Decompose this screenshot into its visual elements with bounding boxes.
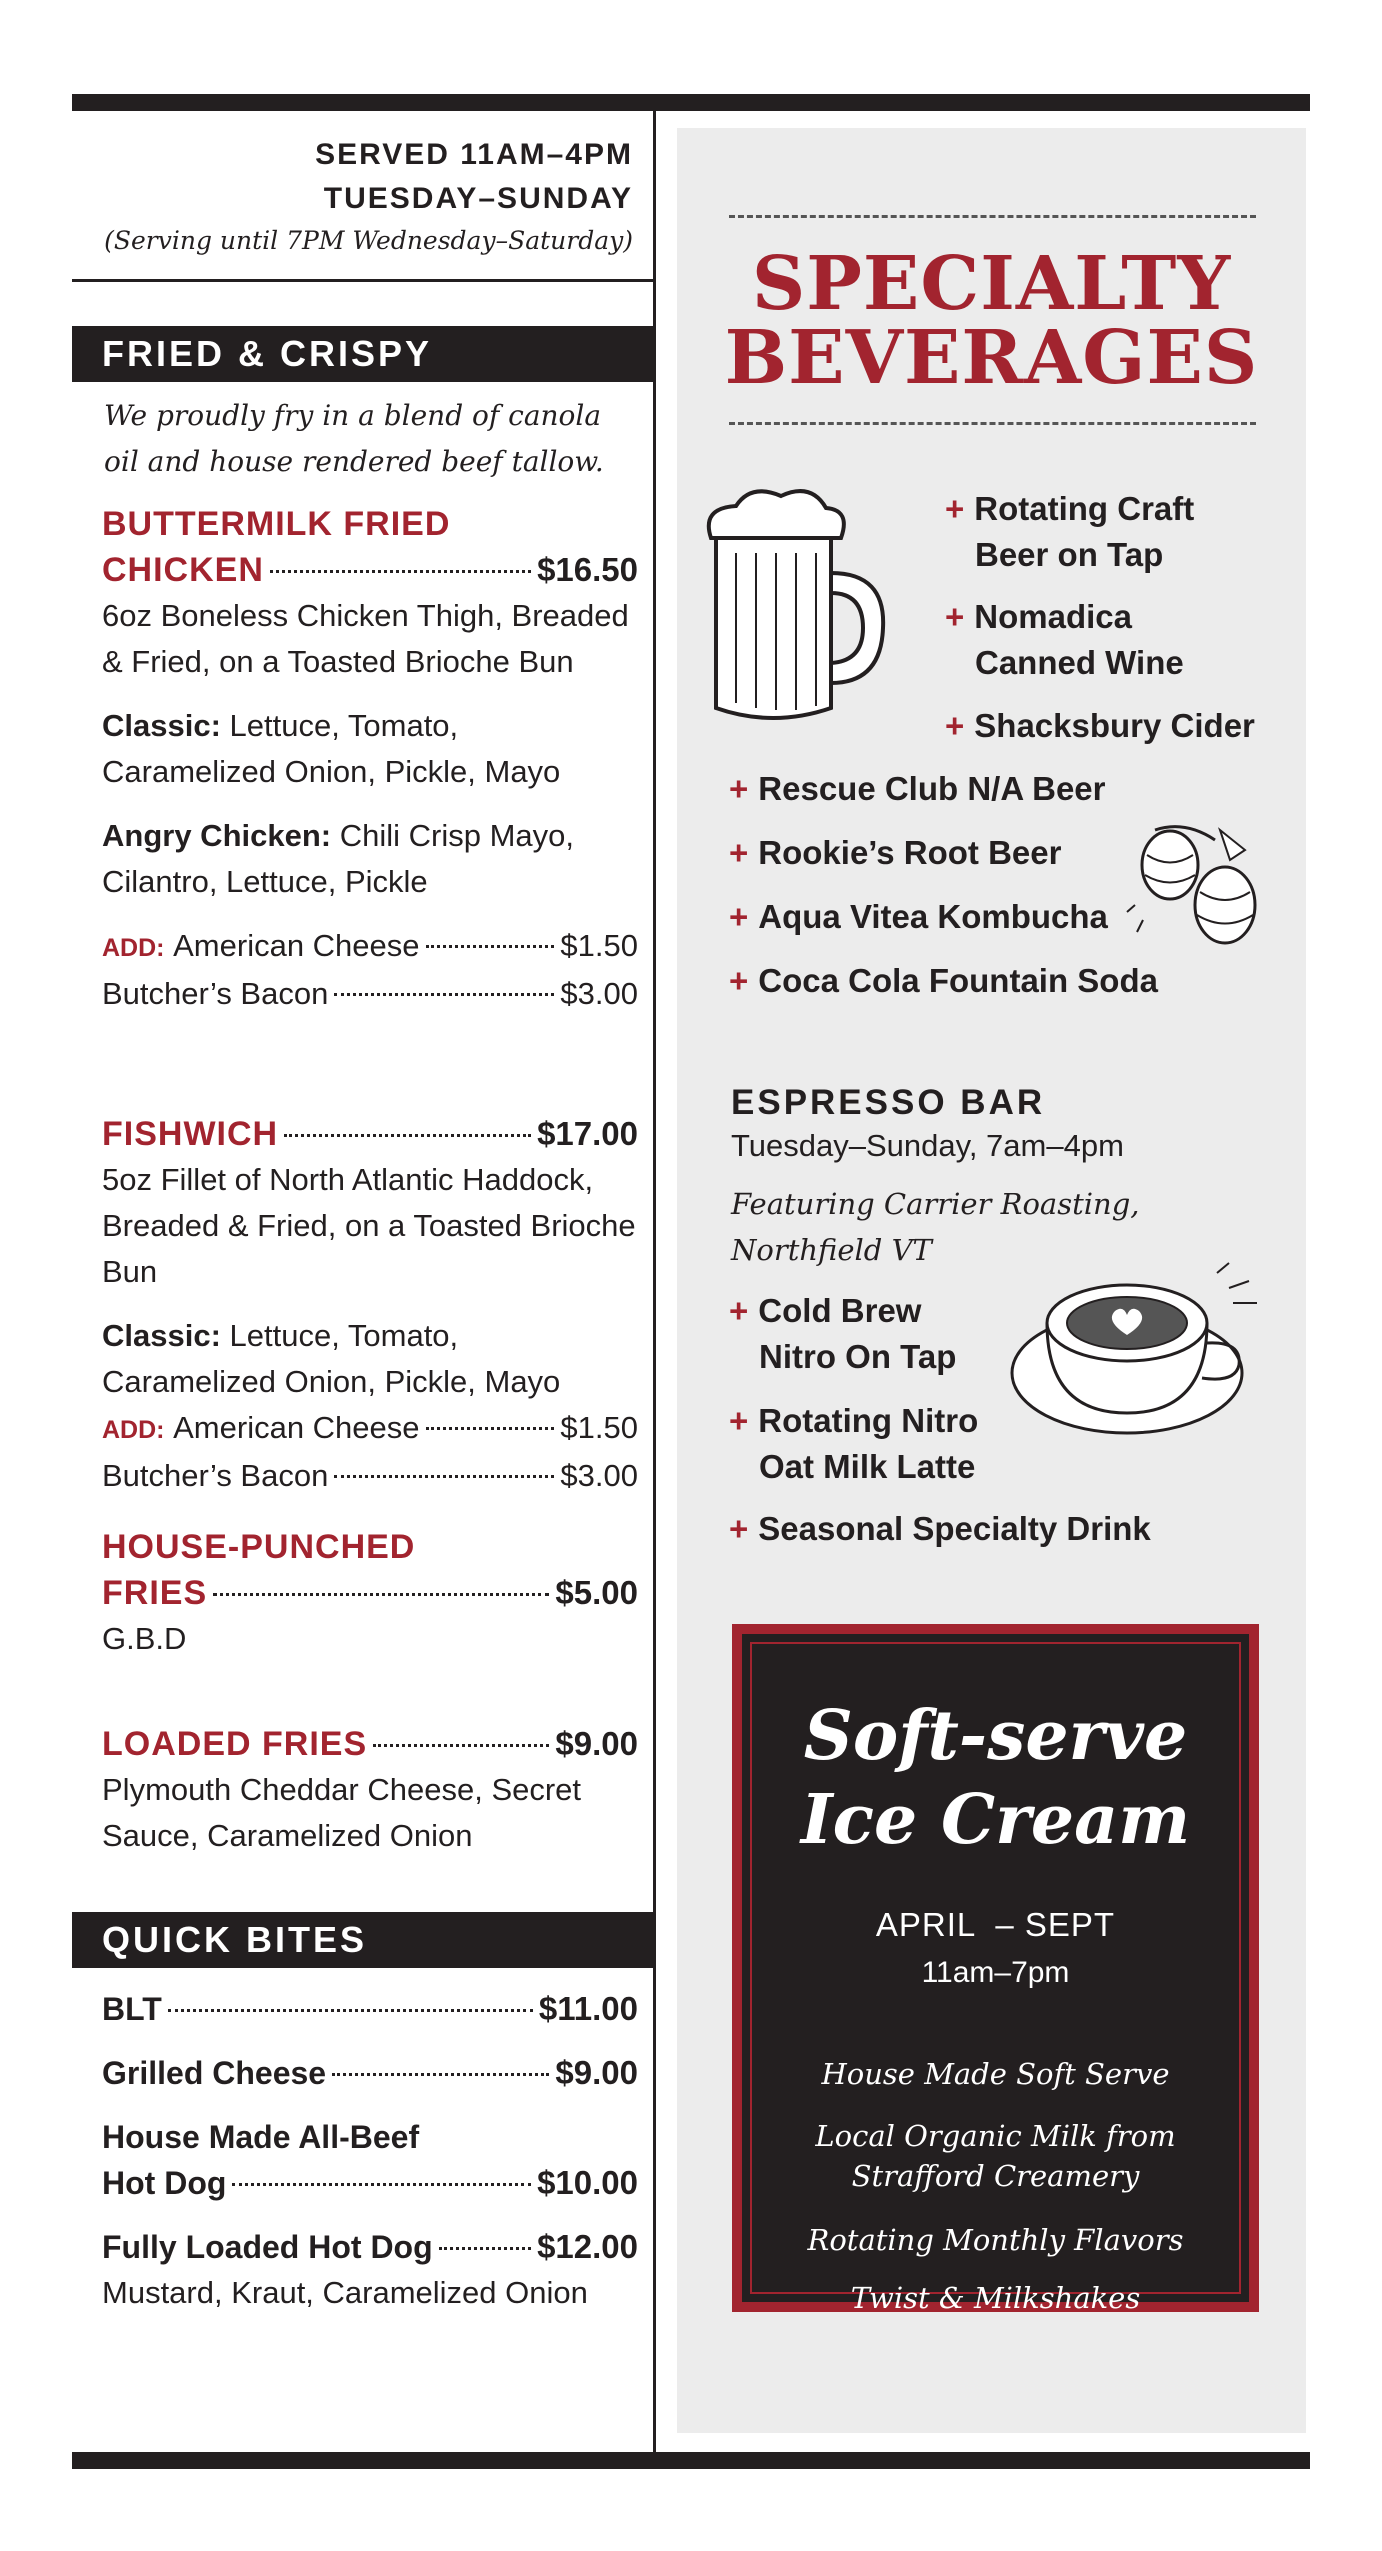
soft-serve-line3: Strafford Creamery [851, 2159, 1140, 2193]
addon-name: Butcher’s Bacon [102, 976, 329, 1011]
espresso-bar-hours: Tuesday–Sunday, 7am–4pm [731, 1128, 1124, 1163]
item-name-cont: FRIES [102, 1574, 208, 1612]
dot-leader [373, 1744, 549, 1747]
item-name: FISHWICH [102, 1115, 279, 1153]
item-name: BUTTERMILK FRIED [102, 505, 451, 543]
plus-icon: + [945, 598, 965, 635]
item-name: BLT [102, 1991, 162, 2027]
dot-leader [426, 1427, 555, 1430]
dot-leader [213, 1593, 549, 1596]
item-price: $16.50 [537, 551, 638, 588]
addon-price: $3.00 [560, 1458, 638, 1493]
item-price: $11.00 [538, 1990, 638, 2027]
add-label: ADD: [102, 934, 165, 962]
dot-leader [270, 570, 531, 573]
plus-icon: + [729, 962, 749, 999]
addon-row [102, 1405, 638, 1453]
addon-price: $1.50 [560, 1410, 638, 1445]
hops-icon [1125, 820, 1275, 960]
beverage-label: Nomadica [974, 598, 1132, 635]
option-text: Lettuce, Tomato, Caramelized Onion, Pickle, Mayo [102, 708, 561, 789]
beverage-label: Rotating Craft [974, 490, 1195, 527]
item-price: $12.00 [537, 2228, 638, 2265]
espresso-label-cont: Oat Milk Latte [759, 1448, 976, 1485]
dot-leader [232, 2183, 531, 2186]
item-price: $17.00 [537, 1115, 638, 1152]
espresso-item-cold-brew [729, 1288, 956, 1380]
latte-cup-icon [1007, 1263, 1267, 1443]
top-border-bar [72, 94, 1310, 111]
item-price: $9.00 [555, 1725, 638, 1762]
soft-serve-box [732, 1624, 1259, 2312]
header-rule [72, 279, 653, 282]
quick-bites-list [102, 1986, 638, 2316]
addon-row [102, 1453, 638, 1499]
item-name-cont: CHICKEN [102, 551, 264, 589]
menu-item-fully-loaded-hot-dog [102, 2224, 638, 2270]
soft-serve-hours: 11am–7pm [921, 1956, 1070, 1989]
beverage-label: Shacksbury Cider [974, 707, 1255, 744]
addon-price: $3.00 [560, 976, 638, 1011]
espresso-bar-title: ESPRESSO BAR [731, 1083, 1046, 1122]
addon-name: American Cheese [173, 1410, 420, 1445]
item-name: Fully Loaded Hot Dog [102, 2229, 433, 2265]
espresso-label: Rotating Nitro [758, 1402, 979, 1439]
plus-icon: + [729, 834, 749, 871]
bottom-border-bar [72, 2452, 1310, 2469]
menu-item-hot-dog [102, 2160, 638, 2206]
item-name-cont: Hot Dog [102, 2165, 227, 2201]
soft-serve-line4: Rotating Monthly Flavors [807, 2223, 1184, 2257]
soft-serve-line1: House Made Soft Serve [821, 2057, 1170, 2091]
soft-serve-line2: Local Organic Milk from [815, 2119, 1176, 2153]
soft-serve-season: APRIL – SEPT [875, 1906, 1116, 1943]
dot-leader [426, 945, 555, 948]
beverage-item-root-beer [729, 830, 1061, 876]
dot-leader [168, 2009, 533, 2012]
dot-leader [334, 993, 554, 996]
beverage-label: Rescue Club N/A Beer [758, 770, 1106, 807]
soft-serve-title-line2: Ice Cream [800, 1780, 1191, 1860]
beverages-title-line2: BEVERAGES [724, 315, 1259, 401]
beverage-label: Aqua Vitea Kombucha [758, 898, 1108, 935]
beverage-item-coca-cola [729, 958, 1158, 1004]
beverage-item-kombucha [729, 894, 1108, 940]
espresso-label: Cold Brew [758, 1292, 922, 1329]
dashed-rule-top [729, 215, 1256, 218]
beverage-label: Rookie’s Root Beer [758, 834, 1062, 871]
espresso-label: Seasonal Specialty Drink [758, 1510, 1151, 1547]
menu-item-loaded-fries [102, 1721, 638, 1859]
plus-icon: + [729, 1402, 749, 1439]
plus-icon: + [729, 1292, 749, 1329]
plus-icon: + [729, 770, 749, 807]
service-hours [33, 133, 633, 261]
beverage-item-rescue-club [729, 766, 1106, 812]
addon-row [102, 923, 638, 971]
column-divider [653, 111, 656, 2452]
beverage-label: Coca Cola Fountain Soda [758, 962, 1158, 999]
option-label: Classic: [102, 708, 221, 743]
beverages-title-line1: SPECIALTY [751, 241, 1232, 327]
section-header-quick-bites: QUICK BITES [72, 1912, 653, 1968]
option-label: Angry Chicken: [102, 818, 332, 853]
plus-icon: + [729, 1510, 749, 1547]
item-name: LOADED FRIES [102, 1725, 368, 1763]
espresso-item-nitro-latte [729, 1398, 978, 1490]
menu-item-buttermilk-chicken [102, 501, 638, 1017]
item-option-classic [102, 703, 638, 795]
menu-item-fishwich [102, 1111, 638, 1499]
addon-name: American Cheese [173, 928, 420, 963]
option-text: Lettuce, Tomato, Caramelized Onion, Pickle, Mayo [102, 1318, 561, 1399]
item-name: House Made All-Beef [102, 2119, 420, 2155]
item-price: $9.00 [555, 2054, 638, 2091]
section-header-fried: FRIED & CRISPY [72, 326, 653, 382]
feature-line2: Northfield VT [731, 1233, 932, 1267]
beverage-item-shacksbury [945, 703, 1255, 749]
addon-name: Butcher’s Bacon [102, 1458, 329, 1493]
dot-leader [332, 2073, 549, 2076]
beverage-item-craft-beer [945, 486, 1194, 578]
item-name: HOUSE-PUNCHED [102, 1528, 416, 1566]
espresso-item-seasonal [729, 1506, 1151, 1552]
dot-leader [284, 1134, 531, 1137]
beverage-item-nomadica [945, 594, 1184, 686]
item-option-angry [102, 813, 638, 905]
soft-serve-title-line1: Soft-serve [803, 1696, 1188, 1776]
plus-icon: + [945, 707, 965, 744]
item-option-classic [102, 1313, 638, 1405]
dot-leader [439, 2247, 531, 2250]
item-price: $10.00 [537, 2164, 638, 2201]
service-hours-line2: TUESDAY–SUNDAY [323, 182, 633, 215]
item-description: 5oz Fillet of North Atlantic Haddock, Breaded & Fried, on a Toasted Brioche Bun [102, 1162, 636, 1289]
menu-item-grilled-cheese [102, 2050, 638, 2096]
item-description: Plymouth Cheddar Cheese, Secret Sauce, Caramelized Onion [102, 1772, 582, 1853]
item-price: $5.00 [555, 1574, 638, 1611]
soft-serve-line5: Twist & Milkshakes [850, 2281, 1141, 2315]
plus-icon: + [729, 898, 749, 935]
beer-mug-icon [691, 478, 891, 738]
dashed-rule-bottom [729, 422, 1256, 425]
dot-leader [334, 1475, 554, 1478]
menu-item-house-fries [102, 1524, 638, 1662]
beverage-label-cont: Beer on Tap [975, 536, 1164, 573]
feature-line1: Featuring Carrier Roasting, [731, 1187, 1140, 1221]
beverage-label-cont: Canned Wine [975, 644, 1184, 681]
item-description: Mustard, Kraut, Caramelized Onion [102, 2275, 588, 2310]
menu-item-blt [102, 1986, 638, 2032]
option-label: Classic: [102, 1318, 221, 1353]
add-label: ADD: [102, 1416, 165, 1444]
beverages-panel [677, 128, 1306, 2433]
addon-price: $1.50 [560, 928, 638, 963]
item-description: G.B.D [102, 1621, 187, 1656]
item-name: Grilled Cheese [102, 2055, 327, 2091]
option-text: Chili Crisp Mayo, Cilantro, Lettuce, Pickle [102, 818, 575, 899]
service-hours-line1: SERVED 11AM–4PM [315, 138, 633, 171]
item-description: 6oz Boneless Chicken Thigh, Breaded & Fried, on a Toasted Brioche Bun [102, 598, 629, 679]
plus-icon: + [945, 490, 965, 527]
service-hours-note: (Serving until 7PM Wednesday–Saturday) [104, 226, 633, 255]
espresso-bar-feature [731, 1181, 1140, 1273]
fried-intro: We proudly fry in a blend of canola oil and house rendered beef tallow. [104, 399, 604, 478]
addon-row [102, 971, 638, 1017]
espresso-label-cont: Nitro On Tap [759, 1338, 957, 1375]
